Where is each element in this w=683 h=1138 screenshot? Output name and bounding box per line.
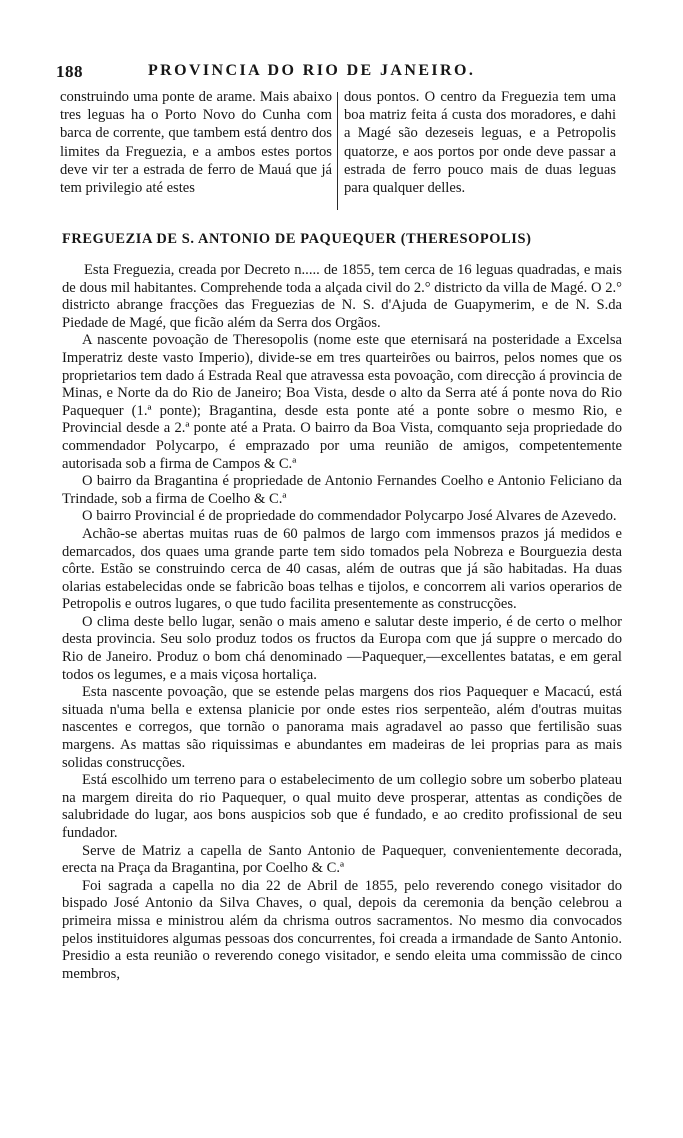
page-header: [40, 62, 640, 84]
page-number: 188: [56, 62, 83, 81]
paragraph: A nascente povoação de Theresopolis (nome este que eternisará na posteridade a Excelsa Imperatriz deste vasto Imperio), divide-se em tres quarteirões ou bairros, pelos nomes que os proprietarios tem dado á Estrada Real que atravessa esta povoação, com direcção á provincia de Minas, e Norte da do Rio de Janeiro; Boa Vista, desde o alto da Serra até á ponte nova do Rio Paquequer (1.ª ponte); Bragantina, desde esta ponte até a ponte sobre o mesmo Rio, e Provincial desde a 2.ª ponte até a Prata. O bairro da Boa Vista, comquanto seja propriedade do commendador Polycarpo, é emprazado por uma reunião de amigos, competentemente autorisada sob a firma de Campos & C.ª: [62, 332, 622, 472]
section-title: FREGUEZIA DE S. ANTONIO DE PAQUEQUER (THERESOPOLIS): [62, 231, 532, 247]
paragraph: Esta Freguezia, creada por Decreto n..... de 1855, tem cerca de 16 leguas quadradas, e mais de dous mil habitantes. Comprehende toda a alçada civil do 2.° districto da villa de Magé. O 2.° districto abrange fracções das Freguezias de N. S. d'Ajuda de Guapymerim, e de N. S.da Piedade de Magé, que ficão além da Serra dos Orgãos.: [62, 262, 622, 331]
paragraph: Achão-se abertas muitas ruas de 60 palmos de largo com immensos prazos já medidos e demarcados, dos quaes uma grande parte tem sido tomados pela Nobreza e Bourguezia desta côrte. Estão se construindo cerca de 40 casas, além de outras que já são habitadas. Ha duas olarias estabelecidas onde se fabricão boas telhas e tijolos, e concorrem ali varios operarios de Petropolis e outros lugares, o que tudo facilita presentemente as construcções.: [62, 525, 622, 613]
right-column: [344, 88, 616, 197]
two-column-continuation: [60, 88, 626, 212]
paragraph: Serve de Matriz a capella de Santo Antonio de Paquequer, convenientemente decorada, erecta na Praça da Bragantina, por Coelho & C.ª: [62, 842, 622, 877]
left-column: [60, 88, 332, 197]
paragraph: O bairro Provincial é de propriedade do commendador Polycarpo José Alvares de Azevedo.: [82, 508, 617, 525]
right-column-text: dous pontos. O centro da Freguezia tem uma boa matriz feita á custa dos moradores, e dahi a Magé são dezeseis leguas, e a Petropolis quatorze, e aos portos por onde deve passar a estrada de ferro pouco mais de duas leguas para qualquer delles.: [344, 89, 616, 197]
paragraph: Está escolhido um terreno para o estabelecimento de um collegio sobre um soberbo plateau na margem direita do rio Paquequer, o qual muito deve prosperar, attentas as condições de salubridade do lugar, aos bons auspicios sob que é fundado, e ao credito profissional de seu fundador.: [62, 772, 622, 841]
paragraph: O bairro da Bragantina é propriedade de Antonio Fernandes Coelho e Antonio Feliciano da Trindade, sob a firma de Coelho & C.ª: [62, 473, 622, 507]
left-column-text: construindo uma ponte de arame. Mais abaixo tres leguas ha o Porto Novo do Cunha com barca de corrente, que tambem está dentro dos limites da Freguezia, e a ambos estes portos deve vir ter a estrada de ferro de Mauá que já tem privilegio até estes: [60, 89, 332, 197]
paragraph: Foi sagrada a capella no dia 22 de Abril de 1855, pelo reverendo conego visitador do bispado José Antonio da Silva Chaves, o qual, depois da ceremonia da benção celebrou a primeira missa e ministrou além da chrisma outros sacramentos. No mesmo dia convocados pelos instituidores algumas pessoas dos concurrentes, foi creada a irmandade de Santo Antonio. Presidio a esta reunião o reverendo conego visitador, e sendo eleita uma commissão de cinco membros,: [62, 877, 622, 982]
column-divider: [337, 92, 338, 210]
paragraph: Esta nascente povoação, que se estende pelas margens dos rios Paquequer e Macacú, está situada n'uma bella e extensa planicie por onde estes rios serpenteão, além d'outras muitas nascentes e corregos, que tornão o panorama mais agradavel ao passo que fertilisão suas margens. As mattas são riquissimas e abundantes em madeiras de lei proprias para as mais solidas construcções.: [62, 684, 622, 771]
paragraph: O clima deste bello lugar, senão o mais ameno e salutar deste imperio, é de certo o melhor desta provincia. Seu solo produz todos os fructos da Europa com que já suppre o mercado do Rio de Janeiro. Produz o bom chá denominado —Paquequer,—excellentes batatas, e em geral todos os legumes, e a mais viçosa hortaliça.: [62, 613, 622, 683]
section-body: [62, 262, 622, 983]
running-title: PROVINCIA DO RIO DE JANEIRO.: [148, 62, 476, 79]
